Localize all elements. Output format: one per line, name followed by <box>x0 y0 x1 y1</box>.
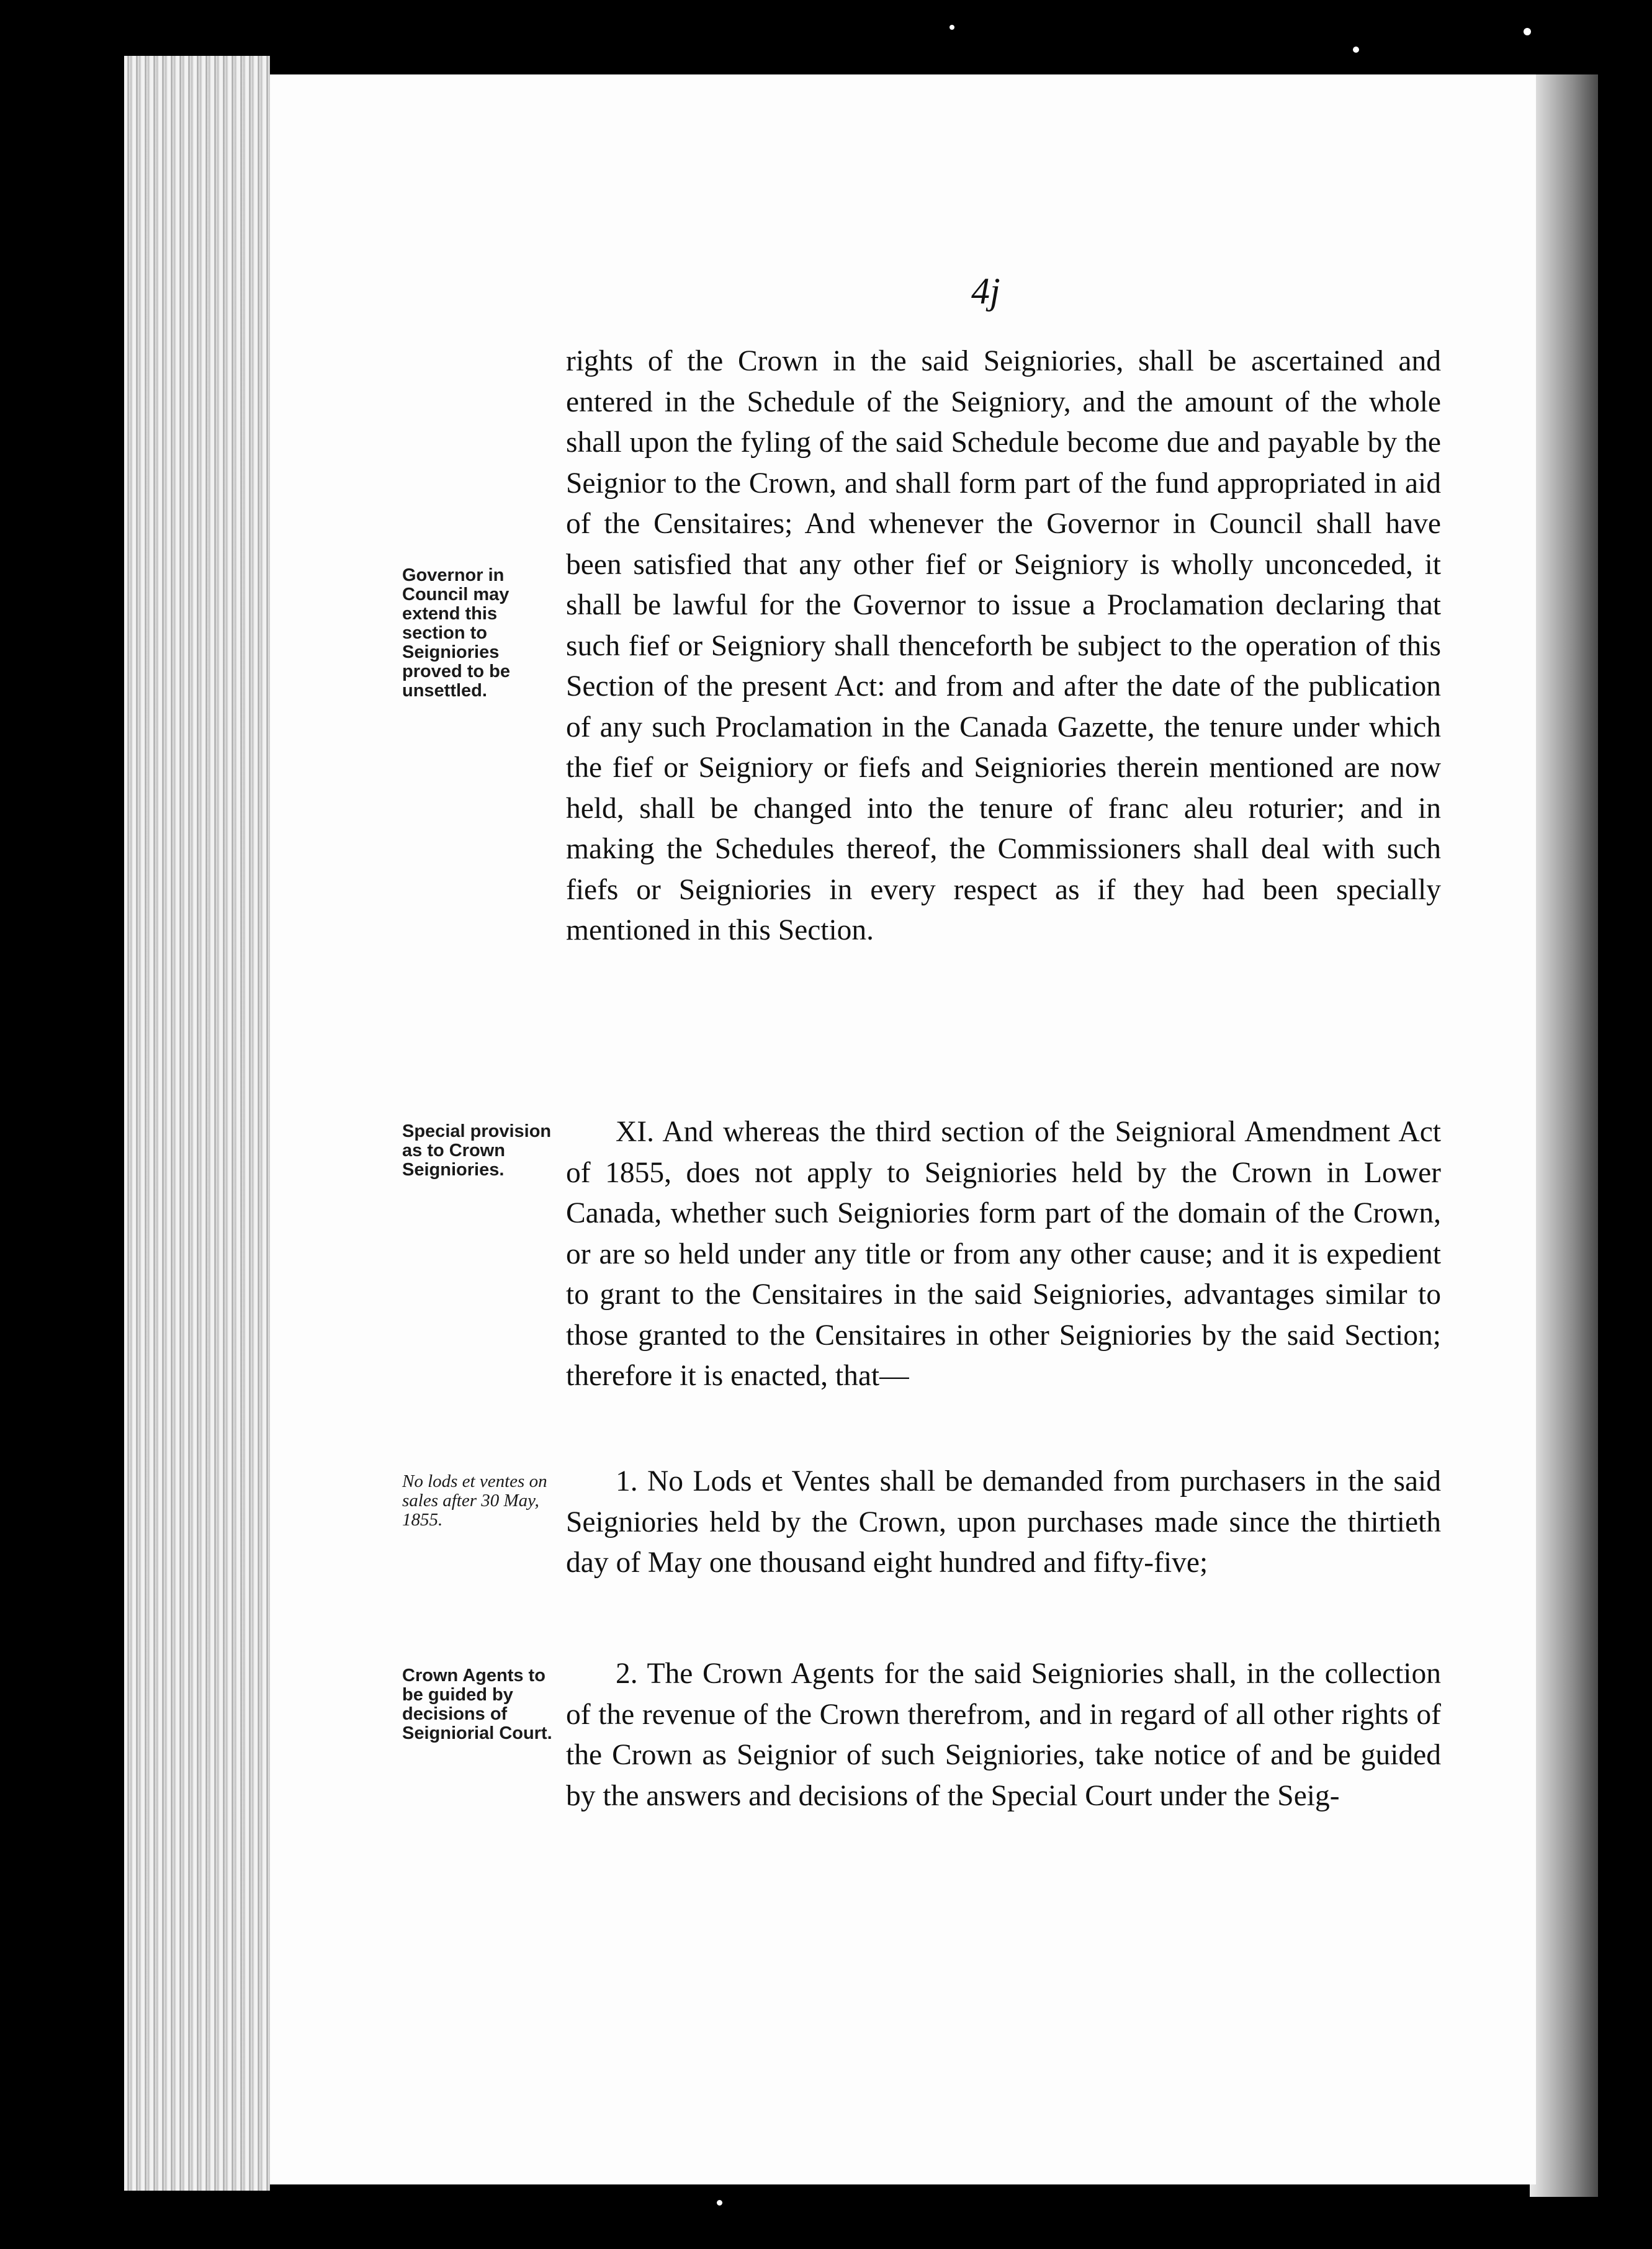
scan-speck <box>1353 47 1359 53</box>
paragraph-section-xi <box>566 1112 1441 1397</box>
margin-note-governor-in-council: Governor in Council may extend this section to Seigniories proved to be unsettled. <box>402 565 511 701</box>
paragraph-clause-2 <box>566 1654 1441 1816</box>
paragraph-text: XI. And whereas the third section of the Seignioral Amendment Act of 1855, does not apply to Seigniories held by the Crown in Lower Canada, whether such Seigniories form part of the domain of the Crown, or are so held under any title or from any other cause; and it is expedient to grant to the Censitaires in the said Seigniories, advantages similar to those granted to the Censitaires in other Seigniories by the said Section; therefore it is enacted, that— <box>566 1116 1441 1392</box>
scan-speck <box>717 2200 722 2206</box>
margin-note-crown-agents: Crown Agents to be guided by decisions of Seigniorial Court. <box>402 1666 552 1743</box>
page-number: 4j <box>971 271 1000 312</box>
margin-note-lods-et-ventes: No lods et ventes on sales after 30 May, 1855. <box>402 1471 547 1530</box>
margin-note-crown-seigniories: Special provision as to Crown Seigniories. <box>402 1121 552 1180</box>
book-page-edges-right <box>1530 74 1598 2197</box>
paragraph-text: rights of the Crown in the said Seigniories, shall be ascertained and entered in the Schedule of the Seigniory, and the amount of the whole shall upon the fyling of the said Schedule become due and payable by the Seignior to the Crown, and shall form part of the fund appropriated in aid of the Censitaires; And whenever the Governor in Council shall have been satisfied that any other fief or Seigniory is wholly unconceded, it shall be lawful for the Governor to issue a Proclamation declaring that such fief or Seigniory shall thenceforth be subject to the operation of this Section of the present Act: and from and after the date of the publication of any such Proclamation in the Canada Gazette, the tenure under which the fief or Seigniory or fiefs and Seigniories therein mentioned are now held, shall be changed into the tenure of franc aleu roturier; and in making the Schedules thereof, the Commissioners shall deal with such fiefs or Seigniories in every respect as if they had been specially mentioned in this Section. <box>566 345 1441 946</box>
scan-speck <box>949 25 954 30</box>
book-page-edges-left <box>124 56 270 2191</box>
scan-speck <box>1524 28 1531 35</box>
paragraph-continuation <box>566 341 1441 951</box>
paragraph-clause-1 <box>566 1461 1441 1584</box>
paragraph-text: 2. The Crown Agents for the said Seigniories shall, in the collection of the revenue of the Crown therefrom, and in regard of all other rights of the Crown as Seignior of such Seigniories, take notice of and be guided by the answers and decisions of the Special Court under the Seig- <box>566 1658 1441 1812</box>
paragraph-text: 1. No Lods et Ventes shall be demanded from purchasers in the said Seigniories held by the Crown, upon purchases made since the thirtieth day of May one thousand eight hundred and fifty-five; <box>566 1465 1441 1579</box>
